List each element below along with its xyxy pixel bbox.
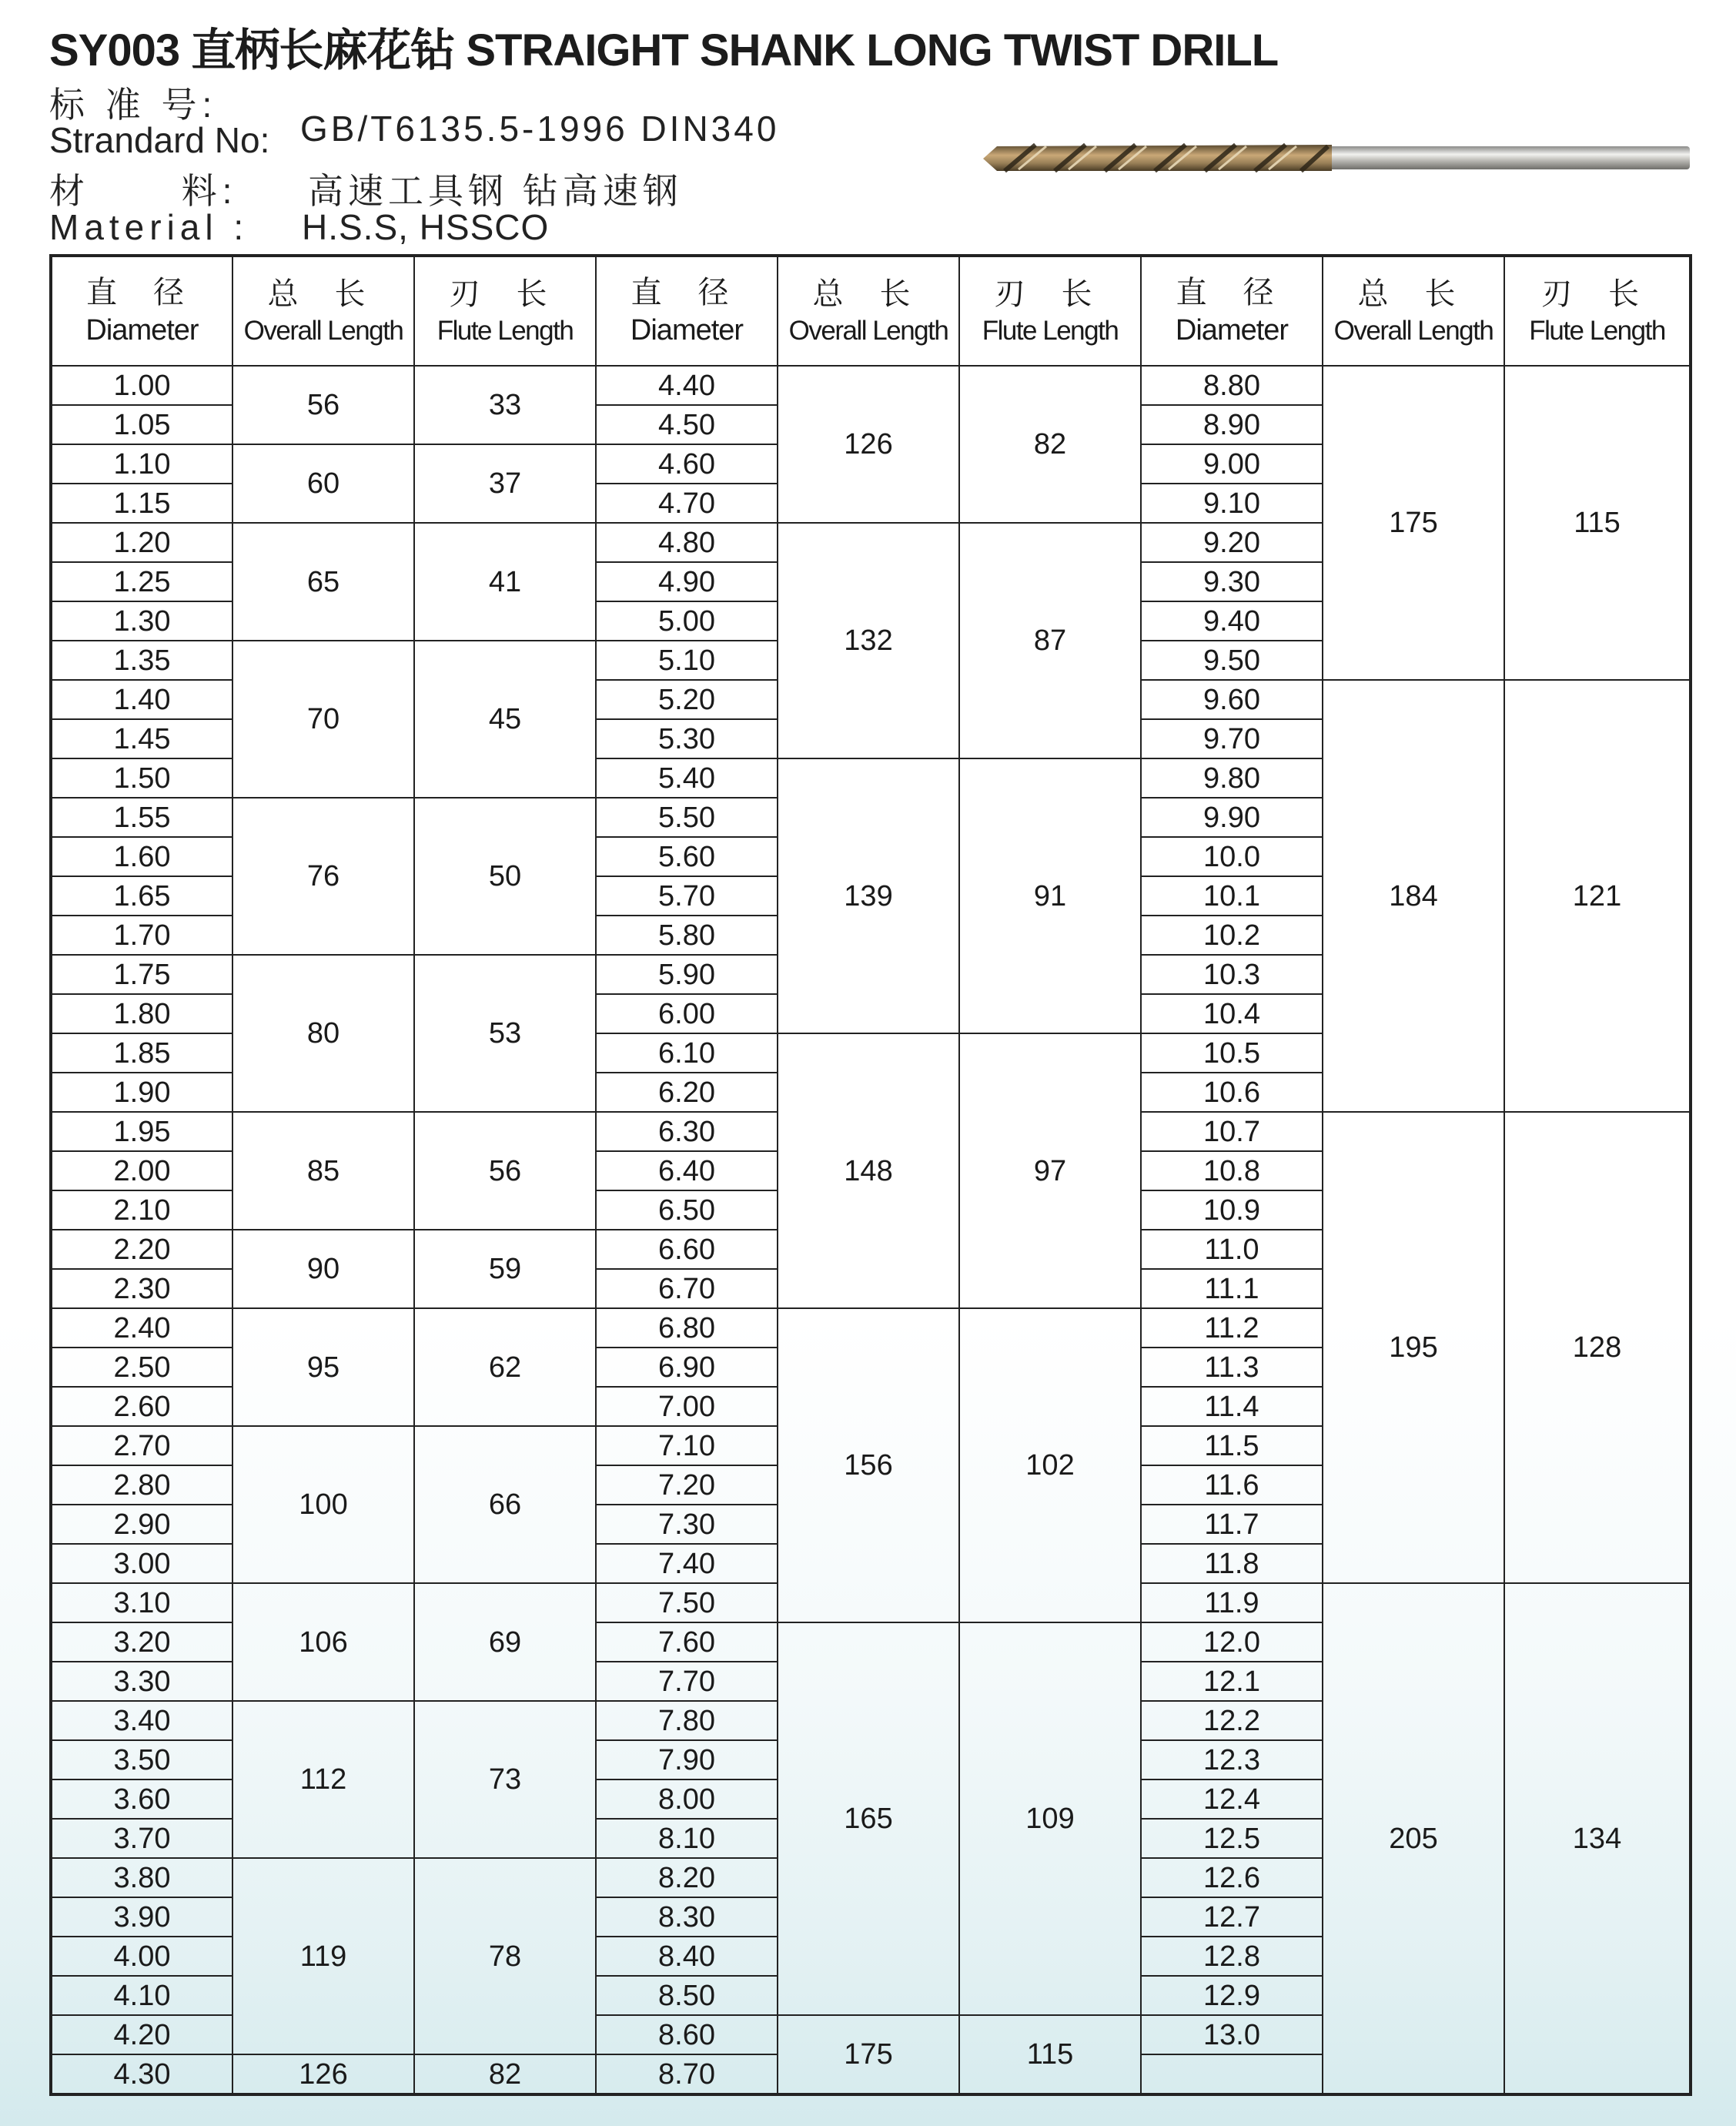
material-value-cn: 高速工具钢 钻高速钢 — [308, 171, 683, 211]
diameter-cell: 7.80 — [596, 1701, 778, 1740]
diameter-cell: 12.1 — [1141, 1662, 1323, 1701]
standard-label-cn: 标 准 号: — [49, 85, 218, 125]
overall-length-cell: 148 — [778, 1033, 959, 1308]
overall-length-cell: 85 — [232, 1112, 414, 1230]
overall-length-cell: 184 — [1323, 680, 1504, 1112]
col-header-overall-length-2: 总 长 Overall Length — [778, 256, 959, 366]
diameter-cell: 1.15 — [51, 484, 232, 523]
diameter-cell: 12.9 — [1141, 1976, 1323, 2015]
standard-label-en: Strandard No: — [49, 120, 270, 160]
diameter-cell: 9.50 — [1141, 641, 1323, 680]
diameter-cell: 11.2 — [1141, 1308, 1323, 1348]
diameter-cell: 1.40 — [51, 680, 232, 719]
overall-length-cell: 175 — [778, 2015, 959, 2094]
diameter-cell: 1.90 — [51, 1073, 232, 1112]
flute-length-cell: 115 — [1504, 366, 1691, 680]
overall-length-cell: 175 — [1323, 366, 1504, 680]
flute-length-cell: 97 — [959, 1033, 1141, 1308]
flute-length-cell: 41 — [414, 523, 596, 641]
diameter-cell: 3.40 — [51, 1701, 232, 1740]
diameter-cell: 5.20 — [596, 680, 778, 719]
diameter-cell: 1.35 — [51, 641, 232, 680]
diameter-cell: 1.00 — [51, 366, 232, 405]
diameter-cell: 7.30 — [596, 1505, 778, 1544]
overall-length-cell: 100 — [232, 1426, 414, 1583]
col-header-diameter-2: 直 径 Diameter — [596, 256, 778, 366]
diameter-cell: 2.60 — [51, 1387, 232, 1426]
diameter-cell: 8.90 — [1141, 405, 1323, 444]
diameter-cell: 1.65 — [51, 876, 232, 916]
flute-length-cell: 33 — [414, 366, 596, 444]
material-value-en: H.S.S, HSSCO — [302, 207, 550, 247]
diameter-cell: 2.80 — [51, 1465, 232, 1505]
diameter-cell: 2.90 — [51, 1505, 232, 1544]
diameter-cell: 9.40 — [1141, 601, 1323, 641]
diameter-cell: 5.50 — [596, 798, 778, 837]
diameter-cell: 1.85 — [51, 1033, 232, 1073]
col-header-overall-length-3: 总 长 Overall Length — [1323, 256, 1504, 366]
diameter-cell: 1.30 — [51, 601, 232, 641]
diameter-cell: 3.50 — [51, 1740, 232, 1779]
diameter-cell: 11.6 — [1141, 1465, 1323, 1505]
diameter-cell: 8.80 — [1141, 366, 1323, 405]
diameter-cell: 10.5 — [1141, 1033, 1323, 1073]
diameter-cell: 4.20 — [51, 2015, 232, 2054]
flute-length-cell: 50 — [414, 798, 596, 955]
diameter-cell: 12.7 — [1141, 1897, 1323, 1937]
diameter-cell: 5.40 — [596, 758, 778, 798]
diameter-cell: 9.20 — [1141, 523, 1323, 562]
flute-length-cell: 78 — [414, 1858, 596, 2054]
diameter-cell: 6.40 — [596, 1151, 778, 1190]
overall-length-cell: 139 — [778, 758, 959, 1033]
diameter-cell: 1.55 — [51, 798, 232, 837]
diameter-cell: 8.40 — [596, 1937, 778, 1976]
diameter-cell: 13.0 — [1141, 2015, 1323, 2054]
diameter-cell: 2.50 — [51, 1348, 232, 1387]
overall-length-cell: 90 — [232, 1230, 414, 1308]
diameter-cell: 11.0 — [1141, 1230, 1323, 1269]
overall-length-cell: 106 — [232, 1583, 414, 1701]
diameter-cell: 7.50 — [596, 1583, 778, 1622]
diameter-cell: 4.60 — [596, 444, 778, 484]
diameter-cell: 8.20 — [596, 1858, 778, 1897]
diameter-cell: 12.2 — [1141, 1701, 1323, 1740]
diameter-cell: 7.20 — [596, 1465, 778, 1505]
diameter-cell: 2.20 — [51, 1230, 232, 1269]
diameter-cell: 3.80 — [51, 1858, 232, 1897]
flute-length-cell: 62 — [414, 1308, 596, 1426]
overall-length-cell: 126 — [778, 366, 959, 523]
diameter-cell: 7.70 — [596, 1662, 778, 1701]
overall-length-cell: 119 — [232, 1858, 414, 2054]
diameter-cell: 7.40 — [596, 1544, 778, 1583]
diameter-cell: 8.60 — [596, 2015, 778, 2054]
overall-length-cell: 65 — [232, 523, 414, 641]
material-label-en: Material : — [49, 207, 249, 247]
diameter-cell: 3.90 — [51, 1897, 232, 1937]
diameter-cell: 1.95 — [51, 1112, 232, 1151]
flute-length-cell: 37 — [414, 444, 596, 523]
overall-length-cell: 126 — [232, 2054, 414, 2094]
diameter-cell: 1.70 — [51, 916, 232, 955]
col-header-overall-length-1: 总 长 Overall Length — [232, 256, 414, 366]
diameter-cell: 6.90 — [596, 1348, 778, 1387]
overall-length-cell: 70 — [232, 641, 414, 798]
flute-length-cell: 59 — [414, 1230, 596, 1308]
col-header-flute-length-3: 刃 长 Flute Length — [1504, 256, 1691, 366]
diameter-cell: 6.50 — [596, 1190, 778, 1230]
diameter-cell: 9.60 — [1141, 680, 1323, 719]
standard-value: GB/T6135.5-1996 DIN340 — [300, 109, 780, 149]
diameter-cell: 9.00 — [1141, 444, 1323, 484]
diameter-cell: 1.50 — [51, 758, 232, 798]
overall-length-cell: 80 — [232, 955, 414, 1112]
diameter-cell: 7.90 — [596, 1740, 778, 1779]
diameter-cell: 4.30 — [51, 2054, 232, 2094]
flute-length-cell: 134 — [1504, 1583, 1691, 2094]
diameter-cell: 1.80 — [51, 994, 232, 1033]
flute-length-cell: 121 — [1504, 680, 1691, 1112]
diameter-cell — [1141, 2054, 1323, 2094]
diameter-cell: 1.05 — [51, 405, 232, 444]
col-header-flute-length-1: 刃 长 Flute Length — [414, 256, 596, 366]
diameter-cell: 1.60 — [51, 837, 232, 876]
diameter-cell: 6.80 — [596, 1308, 778, 1348]
diameter-cell: 10.3 — [1141, 955, 1323, 994]
flute-length-cell: 109 — [959, 1622, 1141, 2015]
diameter-cell: 9.70 — [1141, 719, 1323, 758]
diameter-cell: 1.20 — [51, 523, 232, 562]
diameter-cell: 3.10 — [51, 1583, 232, 1622]
diameter-cell: 11.7 — [1141, 1505, 1323, 1544]
flute-length-cell: 102 — [959, 1308, 1141, 1622]
diameter-cell: 6.30 — [596, 1112, 778, 1151]
diameter-cell: 6.70 — [596, 1269, 778, 1308]
diameter-cell: 7.60 — [596, 1622, 778, 1662]
diameter-cell: 4.90 — [596, 562, 778, 601]
diameter-cell: 1.75 — [51, 955, 232, 994]
diameter-cell: 5.80 — [596, 916, 778, 955]
page-title: SY003 直柄长麻花钻 STRAIGHT SHANK LONG TWIST DRILL — [49, 25, 1279, 75]
overall-length-cell: 112 — [232, 1701, 414, 1858]
diameter-cell: 3.30 — [51, 1662, 232, 1701]
diameter-cell: 8.00 — [596, 1779, 778, 1819]
diameter-cell: 10.1 — [1141, 876, 1323, 916]
diameter-cell: 11.9 — [1141, 1583, 1323, 1622]
diameter-cell: 4.10 — [51, 1976, 232, 2015]
diameter-cell: 2.10 — [51, 1190, 232, 1230]
diameter-cell: 6.20 — [596, 1073, 778, 1112]
overall-length-cell: 56 — [232, 366, 414, 444]
diameter-cell: 10.8 — [1141, 1151, 1323, 1190]
diameter-cell: 3.70 — [51, 1819, 232, 1858]
diameter-cell: 5.30 — [596, 719, 778, 758]
flute-length-cell: 82 — [959, 366, 1141, 523]
diameter-cell: 10.0 — [1141, 837, 1323, 876]
diameter-cell: 2.70 — [51, 1426, 232, 1465]
diameter-cell: 9.10 — [1141, 484, 1323, 523]
overall-length-cell: 195 — [1323, 1112, 1504, 1583]
flute-length-cell: 45 — [414, 641, 596, 798]
col-header-diameter-1: 直 径 Diameter — [51, 256, 232, 366]
diameter-cell: 3.60 — [51, 1779, 232, 1819]
diameter-cell: 10.9 — [1141, 1190, 1323, 1230]
col-header-flute-length-2: 刃 长 Flute Length — [959, 256, 1141, 366]
diameter-cell: 5.00 — [596, 601, 778, 641]
overall-length-cell: 205 — [1323, 1583, 1504, 2094]
diameter-cell: 11.4 — [1141, 1387, 1323, 1426]
overall-length-cell: 60 — [232, 444, 414, 523]
diameter-cell: 1.45 — [51, 719, 232, 758]
diameter-cell: 9.90 — [1141, 798, 1323, 837]
diameter-cell: 5.60 — [596, 837, 778, 876]
diameter-cell: 6.60 — [596, 1230, 778, 1269]
flute-length-cell: 87 — [959, 523, 1141, 758]
flute-length-cell: 53 — [414, 955, 596, 1112]
flute-length-cell: 69 — [414, 1583, 596, 1701]
flute-length-cell: 91 — [959, 758, 1141, 1033]
diameter-cell: 8.50 — [596, 1976, 778, 2015]
diameter-cell: 2.30 — [51, 1269, 232, 1308]
diameter-cell: 11.1 — [1141, 1269, 1323, 1308]
flute-length-cell: 73 — [414, 1701, 596, 1858]
diameter-cell: 3.00 — [51, 1544, 232, 1583]
diameter-cell: 12.4 — [1141, 1779, 1323, 1819]
col-header-diameter-3: 直 径 Diameter — [1141, 256, 1323, 366]
diameter-cell: 6.00 — [596, 994, 778, 1033]
twist-drill-image — [982, 132, 1694, 186]
overall-length-cell: 95 — [232, 1308, 414, 1426]
diameter-cell: 11.5 — [1141, 1426, 1323, 1465]
diameter-cell: 5.90 — [596, 955, 778, 994]
diameter-cell: 11.8 — [1141, 1544, 1323, 1583]
diameter-cell: 9.30 — [1141, 562, 1323, 601]
table-row — [51, 366, 1691, 405]
diameter-cell: 1.25 — [51, 562, 232, 601]
diameter-cell: 10.6 — [1141, 1073, 1323, 1112]
diameter-cell: 8.30 — [596, 1897, 778, 1937]
diameter-cell: 4.80 — [596, 523, 778, 562]
drill-size-table — [49, 254, 1692, 2096]
overall-length-cell: 132 — [778, 523, 959, 758]
diameter-cell: 4.40 — [596, 366, 778, 405]
diameter-cell: 10.4 — [1141, 994, 1323, 1033]
diameter-cell: 10.7 — [1141, 1112, 1323, 1151]
diameter-cell: 11.3 — [1141, 1348, 1323, 1387]
diameter-cell: 5.70 — [596, 876, 778, 916]
overall-length-cell: 156 — [778, 1308, 959, 1622]
overall-length-cell: 76 — [232, 798, 414, 955]
flute-length-cell: 66 — [414, 1426, 596, 1583]
diameter-cell: 8.10 — [596, 1819, 778, 1858]
diameter-cell: 12.8 — [1141, 1937, 1323, 1976]
diameter-cell: 6.10 — [596, 1033, 778, 1073]
diameter-cell: 12.6 — [1141, 1858, 1323, 1897]
diameter-cell: 2.00 — [51, 1151, 232, 1190]
diameter-cell: 1.10 — [51, 444, 232, 484]
diameter-cell: 7.10 — [596, 1426, 778, 1465]
diameter-cell: 12.3 — [1141, 1740, 1323, 1779]
diameter-cell: 8.70 — [596, 2054, 778, 2094]
diameter-cell: 5.10 — [596, 641, 778, 680]
diameter-cell: 2.40 — [51, 1308, 232, 1348]
flute-length-cell: 115 — [959, 2015, 1141, 2094]
diameter-cell: 12.0 — [1141, 1622, 1323, 1662]
diameter-cell: 10.2 — [1141, 916, 1323, 955]
table-header-row — [51, 256, 1691, 366]
diameter-cell: 4.70 — [596, 484, 778, 523]
flute-length-cell: 82 — [414, 2054, 596, 2094]
diameter-cell: 4.50 — [596, 405, 778, 444]
flute-length-cell: 56 — [414, 1112, 596, 1230]
overall-length-cell: 165 — [778, 1622, 959, 2015]
flute-length-cell: 128 — [1504, 1112, 1691, 1583]
diameter-cell: 3.20 — [51, 1622, 232, 1662]
diameter-cell: 4.00 — [51, 1937, 232, 1976]
diameter-cell: 12.5 — [1141, 1819, 1323, 1858]
diameter-cell: 9.80 — [1141, 758, 1323, 798]
diameter-cell: 7.00 — [596, 1387, 778, 1426]
material-label-cn: 材 料: — [49, 171, 238, 211]
